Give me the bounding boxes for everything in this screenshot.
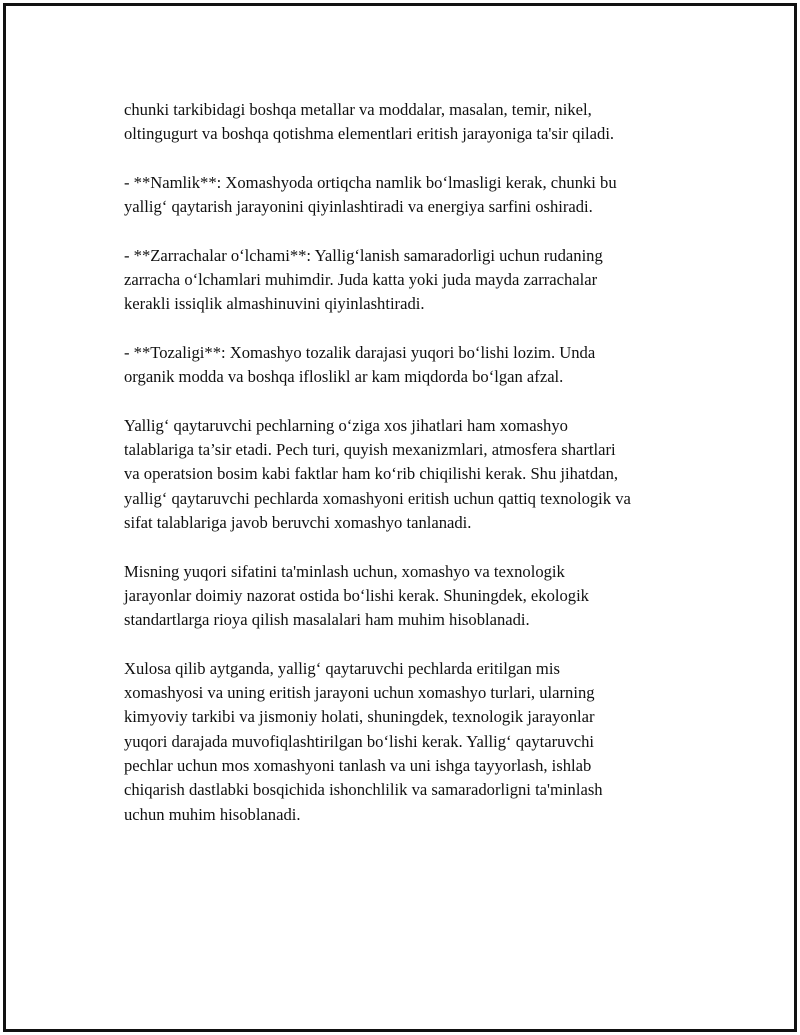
- text-line: zarracha o‘lchamlari muhimdir. Juda katta yoki juda mayda zarrachalar: [124, 270, 598, 290]
- paragraph-sifat-nazorat: [124, 560, 694, 633]
- paragraph-xulosa: [124, 657, 694, 827]
- text-line: organik modda va boshqa ifloslikl ar kam miqdorda bo‘lgan afzal.: [124, 367, 564, 387]
- text-line: yallig‘ qaytaruvchi pechlarda xomashyoni eritish uchun qattiq texnologik va: [124, 488, 631, 508]
- text-line: yuqori darajada muvofiqlashtirilgan bo‘lishi kerak. Yallig‘ qaytaruvchi: [124, 731, 595, 751]
- page-frame: [3, 3, 797, 1032]
- text-line: kimyoviy tarkibi va jismoniy holati, shuningdek, texnologik jarayonlar: [124, 707, 595, 727]
- text-line: Yallig‘ qaytaruvchi pechlarning o‘ziga xos jihatlari ham xomashyo: [124, 415, 568, 435]
- text-line: kerakli issiqlik almashinuvini qiyinlashtiradi.: [124, 294, 425, 314]
- text-line: chunki tarkibidagi boshqa metallar va moddalar, masalan, temir, nikel,: [124, 100, 592, 119]
- paragraph-tozaligi: [124, 341, 694, 390]
- text-line: va operatsion bosim kabi faktlar ham ko‘rib chiqilishi kerak. Shu jihatdan,: [124, 464, 619, 484]
- text-line: yallig‘ qaytarish jarayonini qiyinlashtiradi va energiya sarfini oshiradi.: [124, 197, 593, 217]
- text-line: talablariga ta’sir etadi. Pech turi, quyish mexanizmlari, atmosfera shartlari: [124, 440, 616, 460]
- text-line: jarayonlar doimiy nazorat ostida bo‘lishi kerak. Shuningdek, ekologik: [124, 585, 589, 605]
- text-line: oltingugurt va boshqa qotishma elementlari eritish jarayoniga ta'sir qiladi.: [124, 124, 615, 144]
- paragraph-metals: [124, 98, 694, 147]
- text-line: standartlarga rioya qilish masalalari ham muhim hisoblanadi.: [124, 610, 530, 630]
- text-line: pechlar uchun mos xomashyoni tanlash va uni ishga tayyorlash, ishlab: [124, 756, 592, 776]
- text-line: Xulosa qilib aytganda, yallig‘ qaytaruvchi pechlarda eritilgan mis: [124, 658, 560, 678]
- text-line: sifat talablariga javob beruvchi xomashyo tanlanadi.: [124, 513, 472, 533]
- text-line: - **Zarrachalar o‘lchami**: Yallig‘lanish samaradorligi uchun rudaning: [124, 245, 603, 265]
- text-line: chiqarish dastlabki bosqichida ishonchlilik va samaradorligni ta'minlash: [124, 780, 603, 800]
- paragraph-namlik: [124, 171, 694, 220]
- text-line: Misning yuqori sifatini ta'minlash uchun, xomashyo va texnologik: [124, 561, 565, 581]
- paragraph-zarrachalar: [124, 244, 694, 317]
- paragraph-pech-jihatlari: [124, 414, 694, 535]
- text-line: - **Tozaligi**: Xomashyo tozalik darajasi yuqori bo‘lishi lozim. Unda: [124, 342, 596, 362]
- text-line: uchun muhim hisoblanadi.: [124, 804, 301, 824]
- text-line: - **Namlik**: Xomashyoda ortiqcha namlik bo‘lmasligi kerak, chunki bu: [124, 172, 617, 192]
- text-line: xomashyosi va uning eritish jarayoni uchun xomashyo turlari, ularning: [124, 683, 595, 703]
- document-body: [124, 98, 694, 851]
